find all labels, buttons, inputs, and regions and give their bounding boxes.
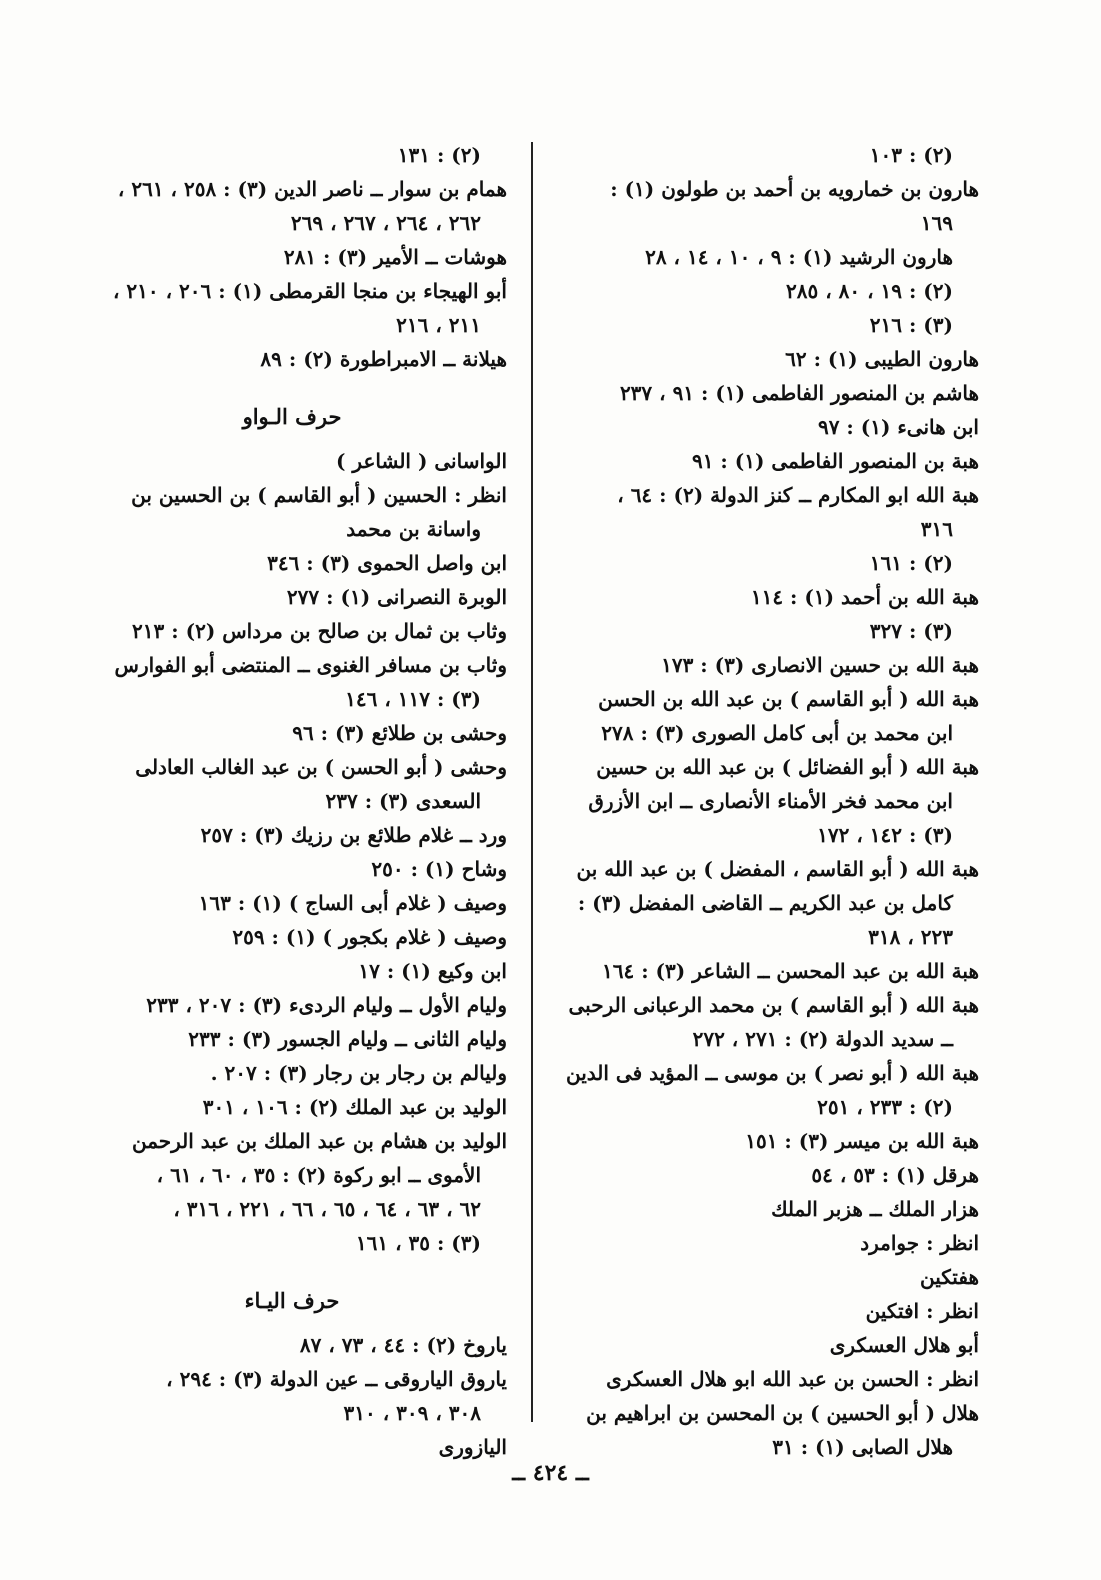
ya-section (77, 1328, 507, 1464)
index-entry-line: هزار الملك ــ هزبر الملك (771, 1197, 979, 1221)
index-entry-line: همام بن سوار ــ ناصر الدين (٣) : ٢٥٨ ، ٢٦١ ، (117, 177, 507, 201)
index-entry-line: ــ سديد الدولة (٢) : ٢٧١ ، ٢٧٢ (692, 1027, 953, 1051)
index-entry-line: ياروخ (٢) : ٤٤ ، ٧٣ ، ٨٧ (299, 1333, 507, 1357)
index-entry-line: هرقل (١) : ٥٣ ، ٥٤ (811, 1163, 979, 1187)
index-entry-line: وثاب بن ثمال بن صالح بن مرداس (٢) : ٢١٣ (132, 619, 507, 643)
index-entry-line: هفتكين (919, 1265, 979, 1289)
index-entry-line: هبة الله ( أبو القاسم ) بن عبد الله بن الحسن (598, 687, 979, 711)
index-entry-line: ابن محمد بن أبى كامل الصورى (٣) : ٢٧٨ (601, 721, 953, 745)
index-entry-line: وصيف ( غلام أبى الساج ) (١) : ١٦٣ (198, 891, 507, 915)
index-entry-line: هوشات ــ الأمير (٣) : ٢٨١ (283, 245, 507, 269)
index-entry-line: ابن وكيع (١) : ١٧ (358, 959, 507, 983)
index-entry-line: ١٦٩ (920, 211, 953, 235)
index-entry-line: وليام الثانى ــ وليام الجسور (٣) : ٢٣٣ (188, 1027, 507, 1051)
index-entry-line: الوليد بن عبد الملك (٢) : ١٠٦ ، ٣٠١ (202, 1095, 507, 1119)
index-entry-line: وحشى بن طلائع (٣) : ٩٦ (292, 721, 507, 745)
index-entry-line: (٢) : ١٠٣ (869, 143, 953, 167)
index-entry-line: (٢) : ١٣١ (397, 143, 481, 167)
index-entry-line: (٢) : ١٦١ (869, 551, 953, 575)
index-entry-line: الوليد بن هشام بن عبد الملك بن عبد الرحمن (131, 1129, 507, 1153)
index-entry-line: ٣١٦ (920, 517, 953, 541)
index-entry-line: ابن واصل الحموى (٣) : ٣٤٦ (267, 551, 507, 575)
index-entry-line: (٢) : ٢٣٣ ، ٢٥١ (817, 1095, 953, 1119)
index-entry-line: أبو الهيجاء بن منجا القرمطى (١) : ٢٠٦ ، ٢١٠ ، (113, 279, 507, 303)
index-entry-line: ٢٦٢ ، ٢٦٤ ، ٢٦٧ ، ٢٦٩ (290, 211, 481, 235)
index-entry-line: وشاح (١) : ٢٥٠ (371, 857, 507, 881)
index-entry-line: ابن هانىء (١) : ٩٧ (817, 415, 979, 439)
index-entry-line: الواسانى ( الشاعر ) (336, 449, 507, 473)
index-entry-line: الوبرة النصرانى (١) : ٢٧٧ (286, 585, 507, 609)
page-number: ــ ٤٢٤ ــ (512, 1460, 589, 1486)
index-entry-line: هلال ( أبو الحسين ) بن المحسن بن ابراهيم بن (586, 1401, 979, 1425)
index-entry-line: (٢) : ١٩ ، ٨٠ ، ٢٨٥ (786, 279, 953, 303)
index-entry-line: (٣) : ١١٧ ، ١٤٦ (345, 687, 481, 711)
index-entry-line: (٣) : ١٤٢ ، ١٧٢ (817, 823, 953, 847)
section-heading-ya: حرف اليـاء (244, 1288, 340, 1313)
index-entry-line: هارون بن خمارويه بن أحمد بن طولون (١) : (610, 177, 979, 201)
index-entry-line: انظر : افتكين (865, 1299, 979, 1323)
index-entry-line: هبة الله بن عبد المحسن ــ الشاعر (٣) : ١٦٤ (602, 959, 979, 983)
index-entry-line: هيلانة ــ الامبراطورة (٢) : ٨٩ (260, 347, 507, 371)
index-entry-line: وثاب بن مسافر الغنوى ــ المنتضى أبو الفوارس (114, 653, 507, 677)
index-entry-line: السعدى (٣) : ٢٣٧ (325, 789, 481, 813)
right-index-column (544, 138, 979, 1464)
index-entry-line: ٣٠٨ ، ٣٠٩ ، ٣١٠ (343, 1401, 481, 1425)
index-entry-line: ابن محمد فخر الأمناء الأنصارى ــ ابن الأزرق (588, 789, 953, 813)
index-entry-line: ياروق الياروقى ــ عين الدولة (٣) : ٢٩٤ ، (166, 1367, 507, 1391)
index-entry-line: (٣) : ٣٢٧ (869, 619, 953, 643)
index-entry-line: وليالم بن رجار بن رجار (٣) : ٢٠٧ . (210, 1061, 507, 1085)
index-entry-line: (٣) : ٣٥ ، ١٦١ (355, 1231, 481, 1255)
index-entry-line: هبة الله بن أحمد (١) : ١١٤ (750, 585, 979, 609)
index-entry-line: انظر : الحسن بن عبد الله ابو هلال العسكرى (606, 1367, 979, 1391)
column-divider (531, 142, 533, 1422)
waw-section (77, 444, 507, 1260)
index-entry-line: أبو هلال العسكرى (829, 1333, 979, 1357)
index-entry-line: هاشم بن المنصور الفاطمى (١) : ٩١ ، ٢٣٧ (619, 381, 979, 405)
index-entry-line: ورد ــ غلام طلائع بن رزيك (٣) : ٢٥٧ (200, 823, 507, 847)
index-entry-line: انظر : الحسين ( أبو القاسم ) بن الحسين بن (131, 483, 507, 507)
index-entry-line: ٢١١ ، ٢١٦ (396, 313, 481, 337)
index-entry-line: وصيف ( غلام بكجور ) (١) : ٢٥٩ (232, 925, 507, 949)
index-entry-line: وحشى ( أبو الحسن ) بن عبد الغالب العادلى (135, 755, 507, 779)
index-entry-line: انظر : جوامرد (860, 1231, 979, 1255)
index-entry-line: الأموى ــ ابو ركوة (٢) : ٣٥ ، ٦٠ ، ٦١ ، (156, 1163, 481, 1187)
index-entry-line: ٢٢٣ ، ٣١٨ (868, 925, 953, 949)
index-entry-line: هارون الطيبى (١) : ٦٢ (785, 347, 979, 371)
index-entry-line: كامل بن عبد الكريم ــ القاضى المفضل (٣) : (577, 891, 953, 915)
index-entry-line: واسانة بن محمد (346, 517, 481, 541)
index-entry-line: هبة بن المنصور الفاطمى (١) : ٩١ (691, 449, 979, 473)
index-entry-line: ٦٢ ، ٦٣ ، ٦٤ ، ٦٥ ، ٦٦ ، ٢٢١ ، ٣١٦ ، (173, 1197, 481, 1221)
ha-section-continuation (77, 138, 507, 376)
index-entry-line: (٣) : ٢١٦ (869, 313, 953, 337)
index-entry-line: هبة الله ( أبو الفضائل ) بن عبد الله بن حسين (596, 755, 979, 779)
index-entry-line: هبة الله بن ميسر (٣) : ١٥١ (745, 1129, 979, 1153)
index-entry-line: هلال الصابى (١) : ٣١ (772, 1435, 953, 1459)
left-index-column (77, 138, 507, 1464)
index-entry-line: هبة الله ابو المكارم ــ كنز الدولة (٢) : ٦٤ ، (617, 483, 979, 507)
index-entry-line: هبة الله ( أبو القاسم ) بن محمد الرعبانى الرحبى (568, 993, 979, 1017)
index-entry-line: هبة الله ( أبو نصر ) بن موسى ــ المؤيد فى الدين (566, 1061, 979, 1085)
index-entry-line: وليام الأول ــ وليام الردىء (٣) : ٢٠٧ ، ٢٣٣ (146, 993, 507, 1017)
section-heading-waw: حرف الـواو (242, 404, 342, 429)
index-entry-line: هبة الله بن حسين الانصارى (٣) : ١٧٣ (661, 653, 979, 677)
index-entry-line: هبة الله ( أبو القاسم ، المفضل ) بن عبد الله بن (576, 857, 979, 881)
index-entry-line: اليازورى (438, 1435, 507, 1459)
index-entry-line: هارون الرشيد (١) : ٩ ، ١٠ ، ١٤ ، ٢٨ (645, 245, 953, 269)
